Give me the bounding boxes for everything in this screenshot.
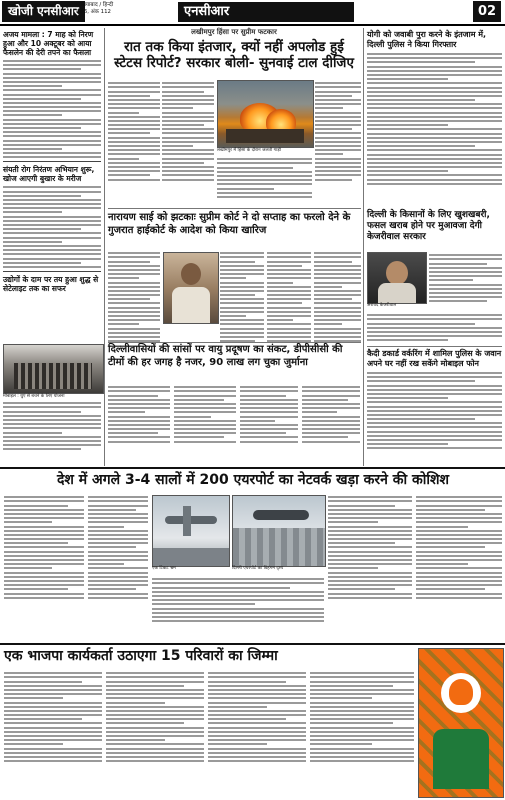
airport-story xyxy=(4,472,502,489)
story-headline: उद्योगों के दाम पर तय हुआ शुद्ध से सेटेलाइट तक का सफर xyxy=(3,274,99,293)
story-body xyxy=(174,384,236,445)
right-top-headline: योगी को जवाबी पुरा करने के इंतजाम में, दिल्ली पुलिस ने किया गिरफ्तार xyxy=(367,30,487,49)
bottom-headline: एक भाजपा कार्यकर्ता उठाएगा 15 परिवारों का जिम्मा xyxy=(4,648,278,664)
story-body xyxy=(310,670,414,764)
bottom-story xyxy=(4,648,414,665)
story-body xyxy=(220,250,264,344)
story-body xyxy=(367,312,502,344)
protest-photo xyxy=(3,344,104,394)
pollution-headline: दिल्लीवासियों की सांसों पर वायु प्रदूषण का संकट, डीपीसीसी की टीमों की हर जगह है नजर, 90 लाख लग चुका जुर्माना xyxy=(108,344,343,368)
divider xyxy=(108,342,361,343)
pollution-story xyxy=(108,344,360,369)
dateline-line: वर्ष 6, अंक 112 xyxy=(76,9,111,15)
story-body xyxy=(4,670,102,764)
left-lower-body xyxy=(3,394,101,452)
divider xyxy=(108,208,361,209)
divider xyxy=(3,161,101,162)
story-body xyxy=(416,494,502,601)
lead-body xyxy=(162,80,214,183)
story-body xyxy=(3,60,101,158)
story-body xyxy=(302,384,360,445)
airport-photo-a xyxy=(152,495,230,567)
bjp-worker-photo xyxy=(418,648,504,798)
lead-body xyxy=(217,156,312,200)
story-headline: संयती रोग निरंतण अभियान शुरू, खोज आएगी बुखार के मरीज xyxy=(3,165,95,184)
secondary-story xyxy=(108,212,360,237)
farmers-headline: दिल्ली के किसानों के लिए खुशखबरी, फसल खराब होने पर मुआवजा देगी केजरीवाल सरकार xyxy=(367,210,490,242)
page-number: 02 xyxy=(473,1,501,22)
story-body xyxy=(3,186,101,268)
burning-vehicle-photo xyxy=(217,80,314,148)
story-body xyxy=(314,250,361,344)
left-column xyxy=(3,30,101,293)
police-story xyxy=(367,349,502,452)
airport-headline: देश में अगले 3-4 सालों में 200 एयरपोर्ट का नेटवर्क खड़ा करने की कोशिश xyxy=(56,472,450,488)
story-body xyxy=(88,494,148,601)
dateline xyxy=(76,2,113,16)
story-body xyxy=(152,576,324,624)
secondary-headline: नारायण साई को झटकाः सुप्रीम कोर्ट ने दो सप्ताह का फरलो देने के गुजरात हाईकोर्ट के आदेश को किया खारिज xyxy=(108,212,351,236)
lead-headline: रात तक किया इंतजार, क्यों नहीं अपलोड हुई स्टेटस रिपोर्ट? सरकार बोली- सुनवाई टाल दीजिए xyxy=(114,39,354,71)
story-body xyxy=(367,372,502,449)
photo-caption: अरविंद केजरीवाल xyxy=(367,303,397,308)
story-body xyxy=(106,670,204,764)
farmers-story xyxy=(367,210,502,243)
column-rule xyxy=(363,28,364,466)
divider xyxy=(367,346,502,347)
photo-caption: लखीमपुर में हिंसा के दौरान जलती गाड़ी xyxy=(217,148,281,153)
divider xyxy=(3,271,101,272)
lead-body xyxy=(315,80,361,183)
story-body xyxy=(108,384,170,445)
story-body xyxy=(267,250,311,344)
story-headline: अजय मामला : 7 माह को निरण हुआ और 10 अक्टूबर को आया फैसलेन की देरी तपने का फैसला xyxy=(3,30,94,57)
story-body xyxy=(429,252,502,304)
photo-caption: दिल्ली एयरपोर्ट का विहंगम दृश्य xyxy=(232,566,284,571)
airport-photo-b xyxy=(232,495,326,567)
story-body xyxy=(4,494,84,601)
lead-body xyxy=(108,80,160,183)
section-rule xyxy=(0,643,505,645)
brand-logo: खोजी एनसीआर xyxy=(2,1,85,22)
dateline-line: गाजियाबाद / हिन्दी xyxy=(76,2,114,8)
story-body xyxy=(108,250,160,344)
kicker: लखीमपुर हिंसा पर सुप्रीम फटकार xyxy=(191,28,277,36)
kejriwal-photo xyxy=(367,252,427,304)
photo-caption: एक टिकट भ्रम xyxy=(152,566,176,571)
section-tab: एनसीआर xyxy=(178,2,354,22)
right-top-story xyxy=(367,30,502,187)
lead-story xyxy=(108,28,360,71)
story-body xyxy=(208,670,306,764)
story-body xyxy=(328,494,412,601)
masthead xyxy=(0,0,505,26)
column-rule xyxy=(104,28,105,466)
photo-caption: मोबाइल : धुएं से बचने के लिए योजना xyxy=(3,394,65,399)
section-rule xyxy=(0,467,505,469)
story-body xyxy=(240,384,298,445)
portrait-photo xyxy=(163,252,219,324)
police-headline: कैदी डकार्ड वर्करिंग में शामिल पुलिस के जवान अपने घर नहीं रख सकेंगे मोबाइल फोन xyxy=(367,349,502,368)
story-body xyxy=(367,53,502,185)
